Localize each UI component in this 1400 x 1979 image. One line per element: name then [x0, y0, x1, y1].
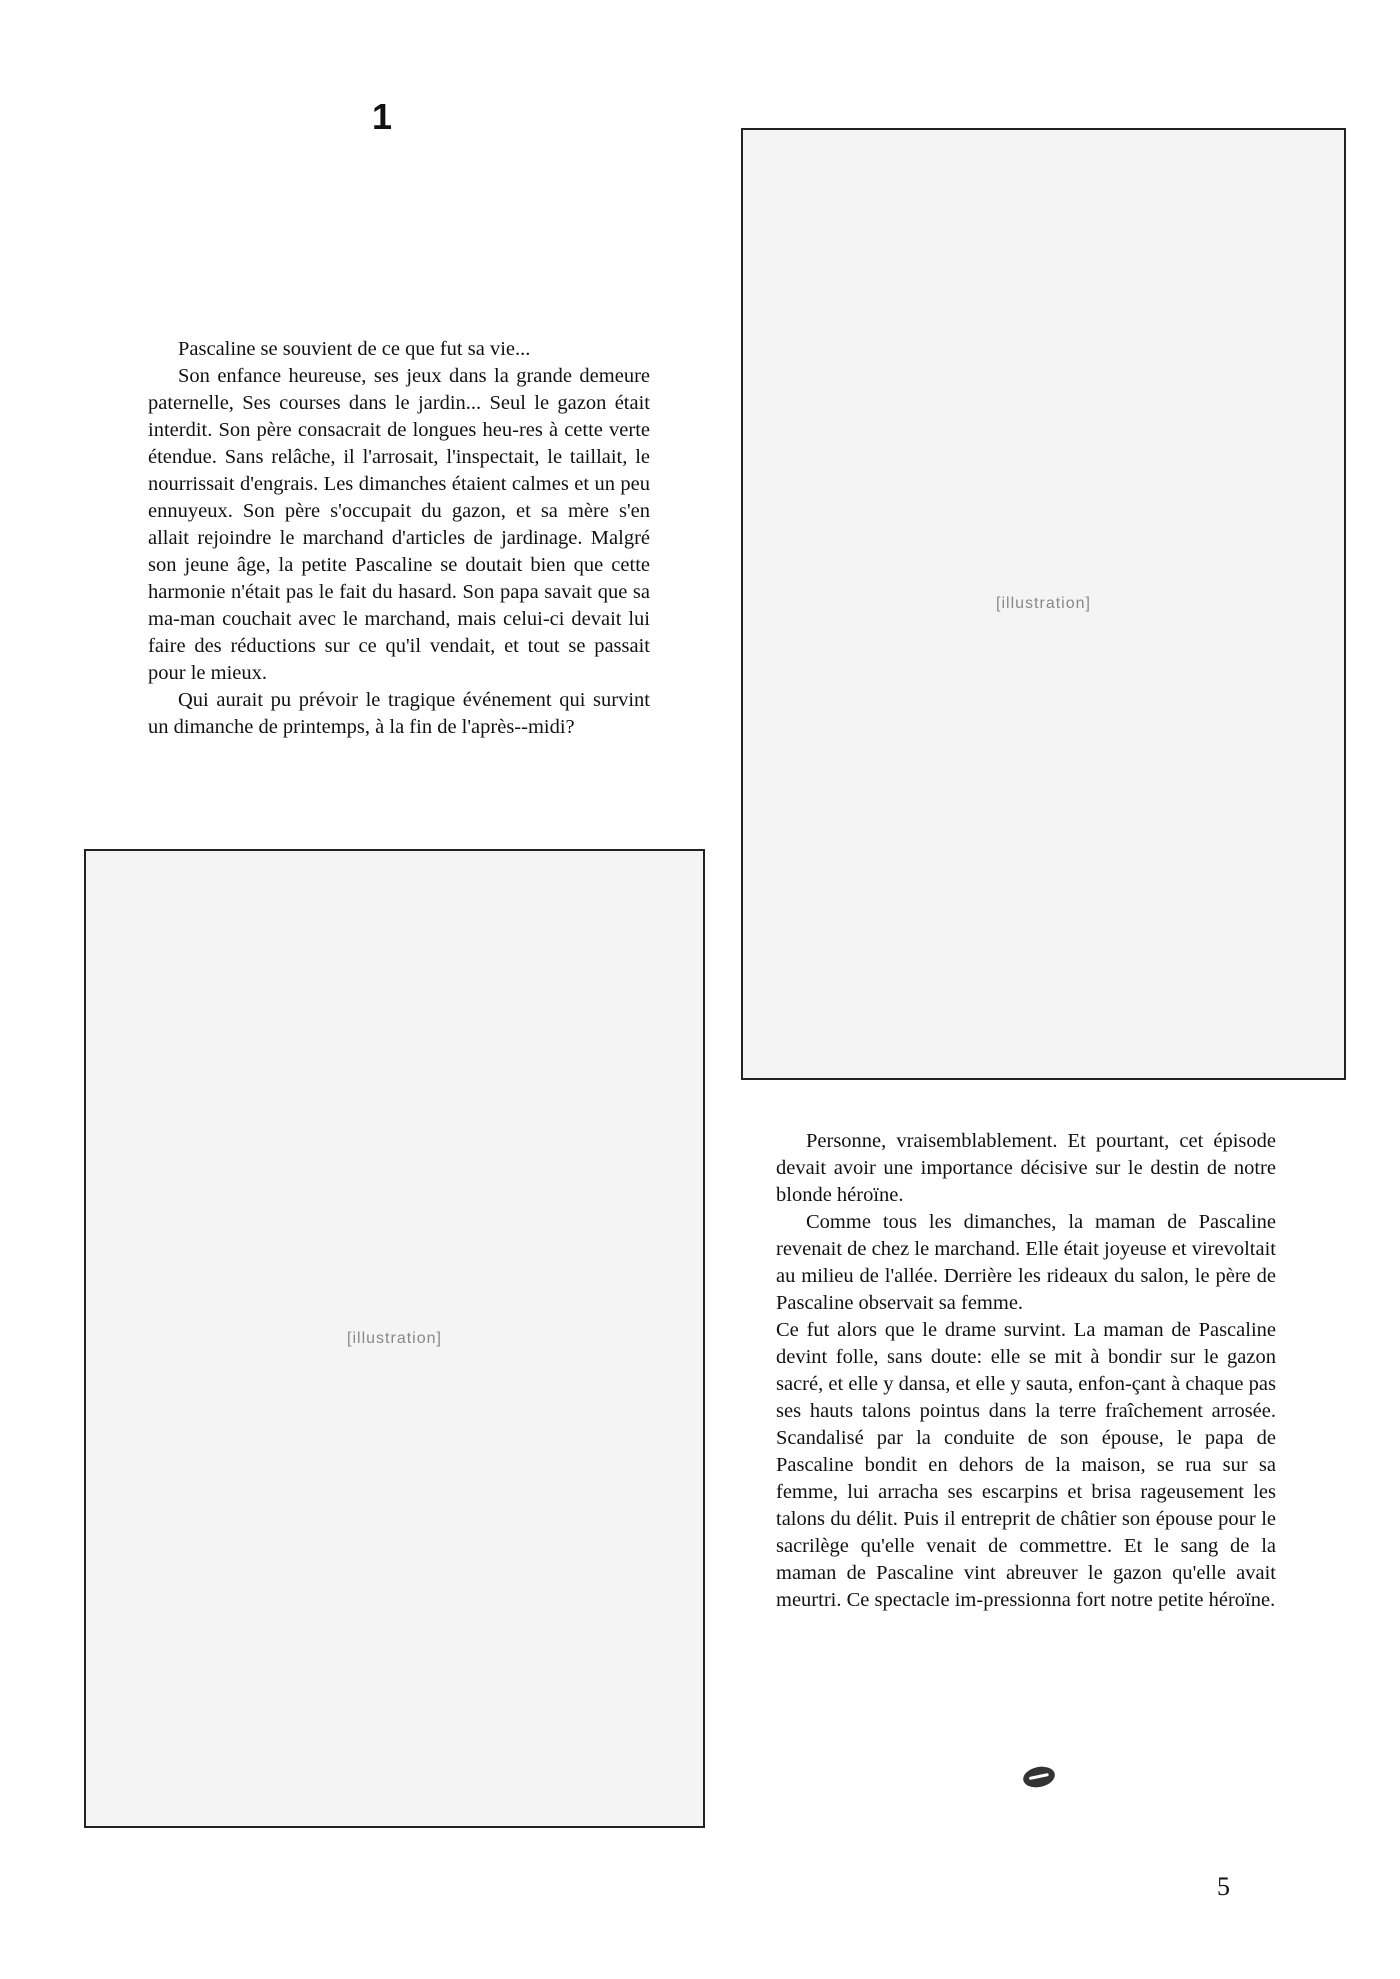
chapter-number: 1	[372, 96, 393, 137]
ornament-icon	[1021, 1764, 1056, 1790]
paragraph: Son enfance heureuse, ses jeux dans la grande demeure paternelle, Ses courses dans le jardin... Seul le gazon était interdit. Son père consacrait de longues heu-res à cette verte étendue. Sans relâche, il l'arrosait, l'inspectait, le taillait, le nourrissait d'engrais. Les dimanches étaient calmes et un peu ennuyeux. Son père s'occupait du gazon, et sa mère s'en allait rejoindre le marchand d'articles de jardinage. Malgré son jeune âge, la petite Pascaline se doutait bien que cette harmonie n'était pas le fait du hasard. Son papa savait que sa ma-man couchait avec le marchand, mais celui-ci devait lui faire des réductions sur ce qu'il vendait, et tout se passait pour le mieux.	[148, 365, 650, 684]
illustration-top-right	[741, 128, 1346, 1080]
paragraph: Pascaline se souvient de ce que fut sa vie...	[178, 338, 531, 360]
paragraph: Ce fut alors que le drame survint. La maman de Pascaline devint folle, sans doute: elle se mit à bondir sur le gazon sacré, et elle y dansa, et elle y sauta, enfon-çant à chaque pas ses hauts talons pointus dans la terre fraîchement arrosée. Scandalisé par la conduite de son épouse, le papa de Pascaline bondit en dehors de la maison, se rua sur sa femme, lui arracha ses escarpins et brisa rageusement les talons du délit. Puis il entreprit de châtier son épouse pour le sacrilège qu'elle venait de commettre. Et le sang de la maman de Pascaline vint abreuver le gazon qu'elle avait meurtri. Ce spectacle im-pressionna fort notre petite héroïne.	[776, 1319, 1276, 1611]
left-text-column	[148, 336, 650, 741]
illustration-placeholder: [illustration]	[996, 595, 1091, 612]
paragraph: Qui aurait pu prévoir le tragique événement qui survint un dimanche de printemps, à la fin de l'après--midi?	[148, 689, 650, 738]
illustration-bottom-left	[84, 849, 705, 1828]
illustration-placeholder: [illustration]	[347, 1329, 442, 1347]
paragraph: Personne, vraisemblablement. Et pourtant, cet épisode devait avoir une importance décisive sur le destin de notre blonde héroïne.	[776, 1130, 1276, 1206]
paragraph: Comme tous les dimanches, la maman de Pascaline revenait de chez le marchand. Elle était joyeuse et virevoltait au milieu de l'allée. Derrière les rideaux du salon, le père de Pascaline observait sa femme.	[776, 1211, 1276, 1314]
page-number: 5	[1217, 1872, 1230, 1901]
right-text-column	[776, 1128, 1276, 1614]
